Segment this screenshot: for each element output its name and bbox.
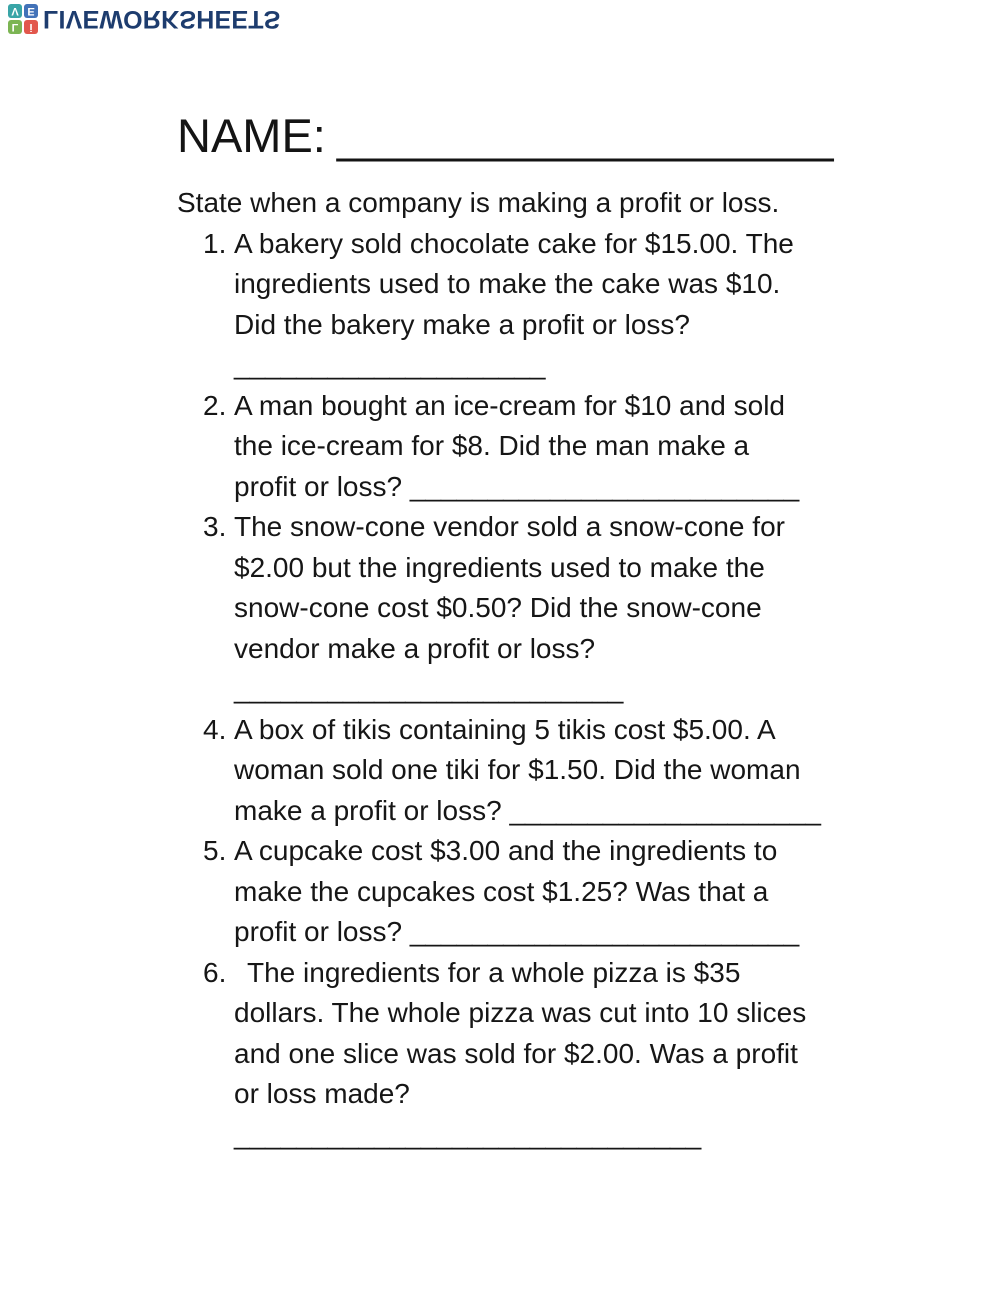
question-4-line: make a profit or loss? ____________________ [234,794,821,826]
worksheet-body [177,183,937,1155]
intro-instruction: State when a company is making a profit or loss. [177,187,780,218]
question-3-line: vendor make a profit or loss? [234,632,596,664]
question-6-number: 6. [203,956,227,988]
logo-tile-e: E [24,4,38,18]
question-1-number: 1. [203,227,227,259]
question-4-answer-blank[interactable]: ____________________ [509,794,821,826]
logo-tile-v: V [8,4,22,18]
question-2-number: 2. [203,389,227,421]
question-1-line: A bakery sold chocolate cake for $15.00. The [234,227,794,259]
question-6-line: and one slice was sold for $2.00. Was a profit [234,1037,798,1069]
question-2-answer-blank[interactable]: _________________________ [409,470,800,502]
question-5-line: A cupcake cost $3.00 and the ingredients to [234,835,778,866]
question-3-line: $2.00 but the ingredients used to make the [234,551,765,583]
liveworksheets-wordmark: LIVEWORKSHEETS [43,5,281,34]
question-5-line: profit or loss? _________________________ [234,916,800,947]
question-2-line: profit or loss? _________________________ [234,470,800,502]
question-5-answer-blank[interactable]: _________________________ [409,916,800,947]
question-5 [177,831,937,953]
question-3-line: snow-cone cost $0.50? Did the snow-cone [234,592,762,623]
question-3-answer-blank[interactable]: _________________________ [234,673,624,704]
question-6-line: The ingredients for a whole pizza is $35 [247,956,741,988]
logo-tile-i: i [24,20,38,34]
name-label: NAME: [177,109,326,162]
question-1-line: Did the bakery make a profit or loss? [234,308,690,340]
logo-tile-l: L [8,20,22,34]
question-4-number: 4. [203,713,227,745]
question-6-line: dollars. The whole pizza was cut into 10 slices [234,997,807,1028]
liveworksheets-logo[interactable] [8,4,281,34]
question-3-number: 3. [203,511,227,542]
question-2 [177,386,937,508]
question-1-answer-blank[interactable]: ____________________ [234,349,546,380]
question-4-line: A box of tikis containing 5 tikis cost $5.00. A [234,713,776,745]
question-5-line: make the cupcakes cost $1.25? Was that a [234,875,769,907]
question-3-line: The snow-cone vendor sold a snow-cone for [234,511,785,542]
liveworksheets-logo-icon [8,4,38,34]
question-2-line: the ice-cream for $8. Did the man make a [234,430,750,461]
question-6-answer-blank[interactable]: ______________________________ [234,1118,702,1150]
question-2-line: A man bought an ice-cream for $10 and sold [234,389,786,421]
question-6 [177,953,937,1156]
question-1-line: ingredients used to make the cake was $10. [234,268,781,299]
question-4-line: woman sold one tiki for $1.50. Did the woman [234,754,801,785]
name-heading [177,108,834,163]
question-6-line: or loss made? [234,1078,410,1109]
question-4 [177,710,937,832]
question-1 [177,224,937,386]
name-blank-line[interactable]: ___________________ [336,109,834,162]
question-3 [177,507,937,710]
question-5-number: 5. [203,835,227,866]
